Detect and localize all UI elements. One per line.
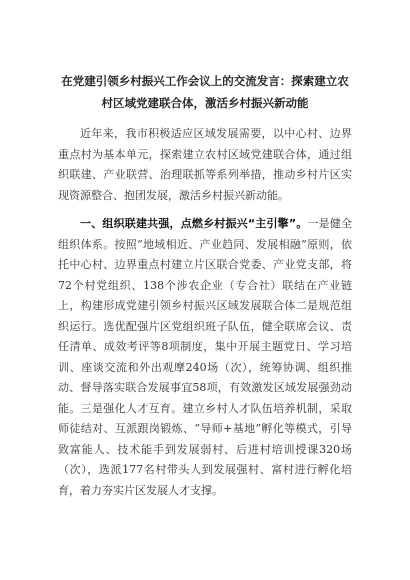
section-1-heading: 一、组织联建共强，点燃乡村振兴“主引擎”。	[80, 217, 308, 230]
section-1-body: 一是健全组织体系。按照“地域相近、产业趋同、发展相融”原则，依托中心村、边界重点村建立片区联合党委、产业党支部，将72个村党组织、138个涉农企业（专合社）联结在产业链上，构建形成党建引领乡村振兴区域发展联合体二是规范组织运行。选优配强片区党组织班子队伍，健全联席会议、责任清单、成效考评等8项制度，集中开展主题党日、学习培训、座谈交流和外出观摩240场（次），统筹协调、组织推动、督导落实联合发展事宜58项，有效激发区域发展强劲动能。三是强化人才互育。建立乡村人才队伍培养机制，采取师徒结对、互派跟岗锻炼、“导师+基地”孵化等模式，引导致富能人、技术能手到发展弱村、后进村培训授课320场（次），选派177名村带头人到发展强村、富村进行孵化培育，着力夯实片区发展人才支撑。	[58, 217, 353, 497]
section-1-paragraph	[58, 214, 352, 501]
title-line-2: 村区域党建联合体，激活乡村振兴新动能	[101, 96, 309, 110]
title-line-1: 在党建引领乡村振兴工作会议上的交流发言：探索建立农	[61, 74, 349, 88]
document-title	[58, 70, 352, 114]
intro-paragraph: 近年来，我市积极适应区域发展需要，以中心村、边界重点村为基本单元，探索建立农村区域党建联合体，通过组织联建、产业联营、治理联抓等系列举措，推动乡村片区实现资源整合、抱团发展，激活乡村振兴新动能。	[58, 127, 352, 202]
